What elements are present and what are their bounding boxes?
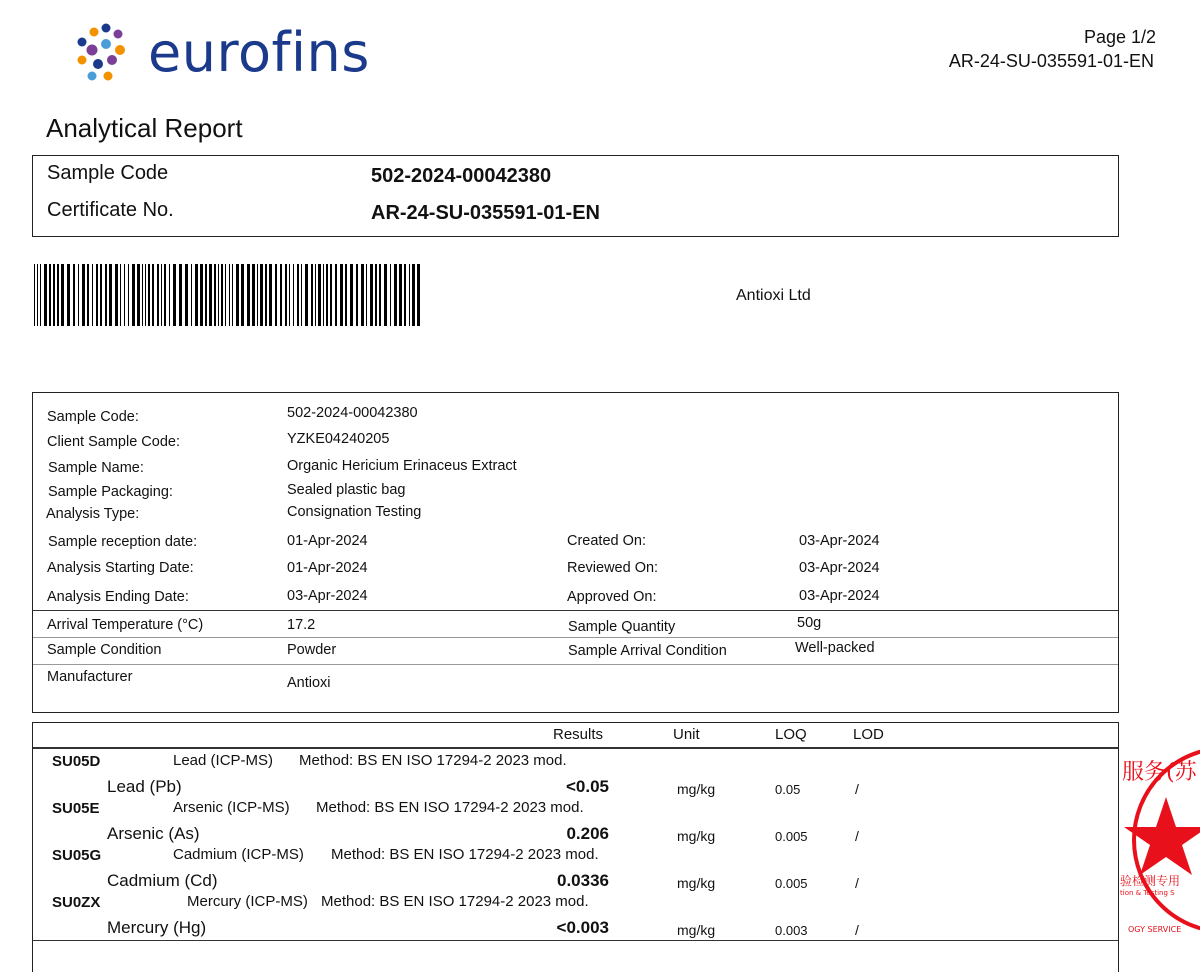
- result-unit: mg/kg: [677, 828, 716, 844]
- divider: [33, 610, 1118, 611]
- results-table: [32, 722, 1119, 972]
- summary-box: [32, 155, 1119, 237]
- summary-certificate-value: AR-24-SU-035591-01-EN: [371, 202, 600, 224]
- result-value: 0.0336: [557, 871, 609, 890]
- divider: [33, 637, 1118, 638]
- sample-info-box: [32, 392, 1119, 713]
- client-name: Antioxi Ltd: [736, 287, 811, 304]
- eurofins-dots-icon: [72, 20, 142, 86]
- value-reception-date: 01-Apr-2024: [287, 533, 368, 549]
- header-divider: [33, 747, 1118, 749]
- svg-text:tion & Testing S: tion & Testing S: [1120, 889, 1175, 897]
- label-starting-date: Analysis Starting Date:: [47, 560, 194, 576]
- column-header-unit: Unit: [673, 726, 700, 743]
- label-sample-packaging: Sample Packaging:: [48, 484, 173, 500]
- value-sample-quantity: 50g: [797, 615, 822, 631]
- test-code: SU05G: [52, 847, 102, 864]
- value-analysis-type: Consignation Testing: [287, 504, 422, 520]
- label-client-sample-code: Client Sample Code:: [47, 434, 180, 450]
- eurofins-logo: [72, 20, 392, 86]
- value-client-sample-code: YZKE04240205: [287, 431, 390, 447]
- label-ending-date: Analysis Ending Date:: [47, 589, 189, 605]
- label-arrival-temperature: Arrival Temperature (°C): [47, 617, 204, 633]
- value-sample-code: 502-2024-00042380: [287, 405, 418, 421]
- result-loq: 0.005: [775, 876, 808, 891]
- svg-text:OGY SERVICE: OGY SERVICE: [1128, 925, 1182, 934]
- value-created-on: 03-Apr-2024: [799, 533, 880, 549]
- value-reviewed-on: 03-Apr-2024: [799, 560, 880, 576]
- test-name: Lead (ICP-MS): [173, 752, 274, 769]
- summary-sample-code-label: Sample Code: [47, 162, 169, 184]
- analyte-name: Cadmium (Cd): [107, 871, 218, 890]
- label-reviewed-on: Reviewed On:: [567, 560, 659, 576]
- label-sample-quantity: Sample Quantity: [568, 619, 676, 635]
- svg-text:验检测专用: 验检测专用: [1120, 874, 1181, 888]
- label-approved-on: Approved On:: [567, 589, 657, 605]
- column-header-loq: LOQ: [775, 726, 807, 743]
- test-code: SU05E: [52, 800, 100, 817]
- label-sample-condition: Sample Condition: [47, 642, 162, 658]
- label-arrival-condition: Sample Arrival Condition: [568, 643, 727, 659]
- table-row: [33, 798, 1118, 846]
- test-code: SU0ZX: [52, 894, 101, 911]
- result-loq: 0.003: [775, 923, 808, 938]
- table-row: [33, 845, 1118, 893]
- test-name: Arsenic (ICP-MS): [173, 799, 290, 816]
- label-sample-name: Sample Name:: [48, 460, 144, 476]
- value-sample-packaging: Sealed plastic bag: [287, 482, 406, 498]
- summary-sample-code-value: 502-2024-00042380: [371, 165, 552, 187]
- test-method: Method: BS EN ISO 17294-2 2023 mod.: [299, 752, 567, 769]
- result-unit: mg/kg: [677, 922, 716, 938]
- value-sample-name: Organic Hericium Erinaceus Extract: [287, 458, 517, 474]
- result-value: <0.003: [556, 918, 609, 937]
- test-name: Mercury (ICP-MS): [187, 893, 308, 910]
- column-header-results: Results: [553, 726, 604, 743]
- table-row: [33, 892, 1118, 940]
- value-approved-on: 03-Apr-2024: [799, 588, 880, 604]
- barcode: [32, 264, 420, 326]
- result-loq: 0.005: [775, 829, 808, 844]
- column-header-lod: LOD: [853, 726, 884, 743]
- value-sample-condition: Powder: [287, 642, 337, 658]
- result-loq: 0.05: [775, 782, 801, 797]
- label-manufacturer: Manufacturer: [47, 669, 133, 685]
- result-value: 0.206: [566, 824, 609, 843]
- summary-certificate-label: Certificate No.: [47, 199, 174, 221]
- result-lod: /: [855, 922, 859, 938]
- result-unit: mg/kg: [677, 875, 716, 891]
- table-row: [33, 751, 1118, 799]
- svg-text:服务(苏: 服务(苏: [1122, 760, 1197, 785]
- test-code: SU05D: [52, 753, 101, 770]
- divider: [33, 664, 1118, 665]
- label-reception-date: Sample reception date:: [48, 534, 198, 550]
- result-value: <0.05: [565, 777, 609, 796]
- result-lod: /: [855, 781, 859, 797]
- official-seal-stamp: [1118, 745, 1200, 945]
- value-ending-date: 03-Apr-2024: [287, 588, 368, 604]
- label-created-on: Created On:: [567, 533, 646, 549]
- header-certificate-number: AR-24-SU-035591-01-EN: [948, 51, 1154, 71]
- value-arrival-condition: Well-packed: [795, 640, 875, 656]
- value-manufacturer: Antioxi: [287, 675, 331, 691]
- label-analysis-type: Analysis Type:: [46, 506, 140, 522]
- divider: [33, 940, 1118, 941]
- report-title: Analytical Report: [46, 113, 243, 143]
- analyte-name: Mercury (Hg): [107, 918, 207, 937]
- test-method: Method: BS EN ISO 17294-2 2023 mod.: [321, 893, 589, 910]
- page-number: Page 1/2: [1083, 27, 1156, 47]
- result-unit: mg/kg: [677, 781, 716, 797]
- logo-wordmark: eurofins: [148, 21, 370, 84]
- value-starting-date: 01-Apr-2024: [287, 560, 368, 576]
- result-lod: /: [855, 875, 859, 891]
- label-sample-code: Sample Code:: [47, 409, 139, 425]
- analyte-name: Arsenic (As): [107, 824, 200, 843]
- result-lod: /: [855, 828, 859, 844]
- test-method: Method: BS EN ISO 17294-2 2023 mod.: [316, 799, 584, 816]
- test-name: Cadmium (ICP-MS): [173, 846, 304, 863]
- test-method: Method: BS EN ISO 17294-2 2023 mod.: [331, 846, 599, 863]
- analyte-name: Lead (Pb): [107, 777, 182, 796]
- value-arrival-temperature: 17.2: [287, 617, 316, 633]
